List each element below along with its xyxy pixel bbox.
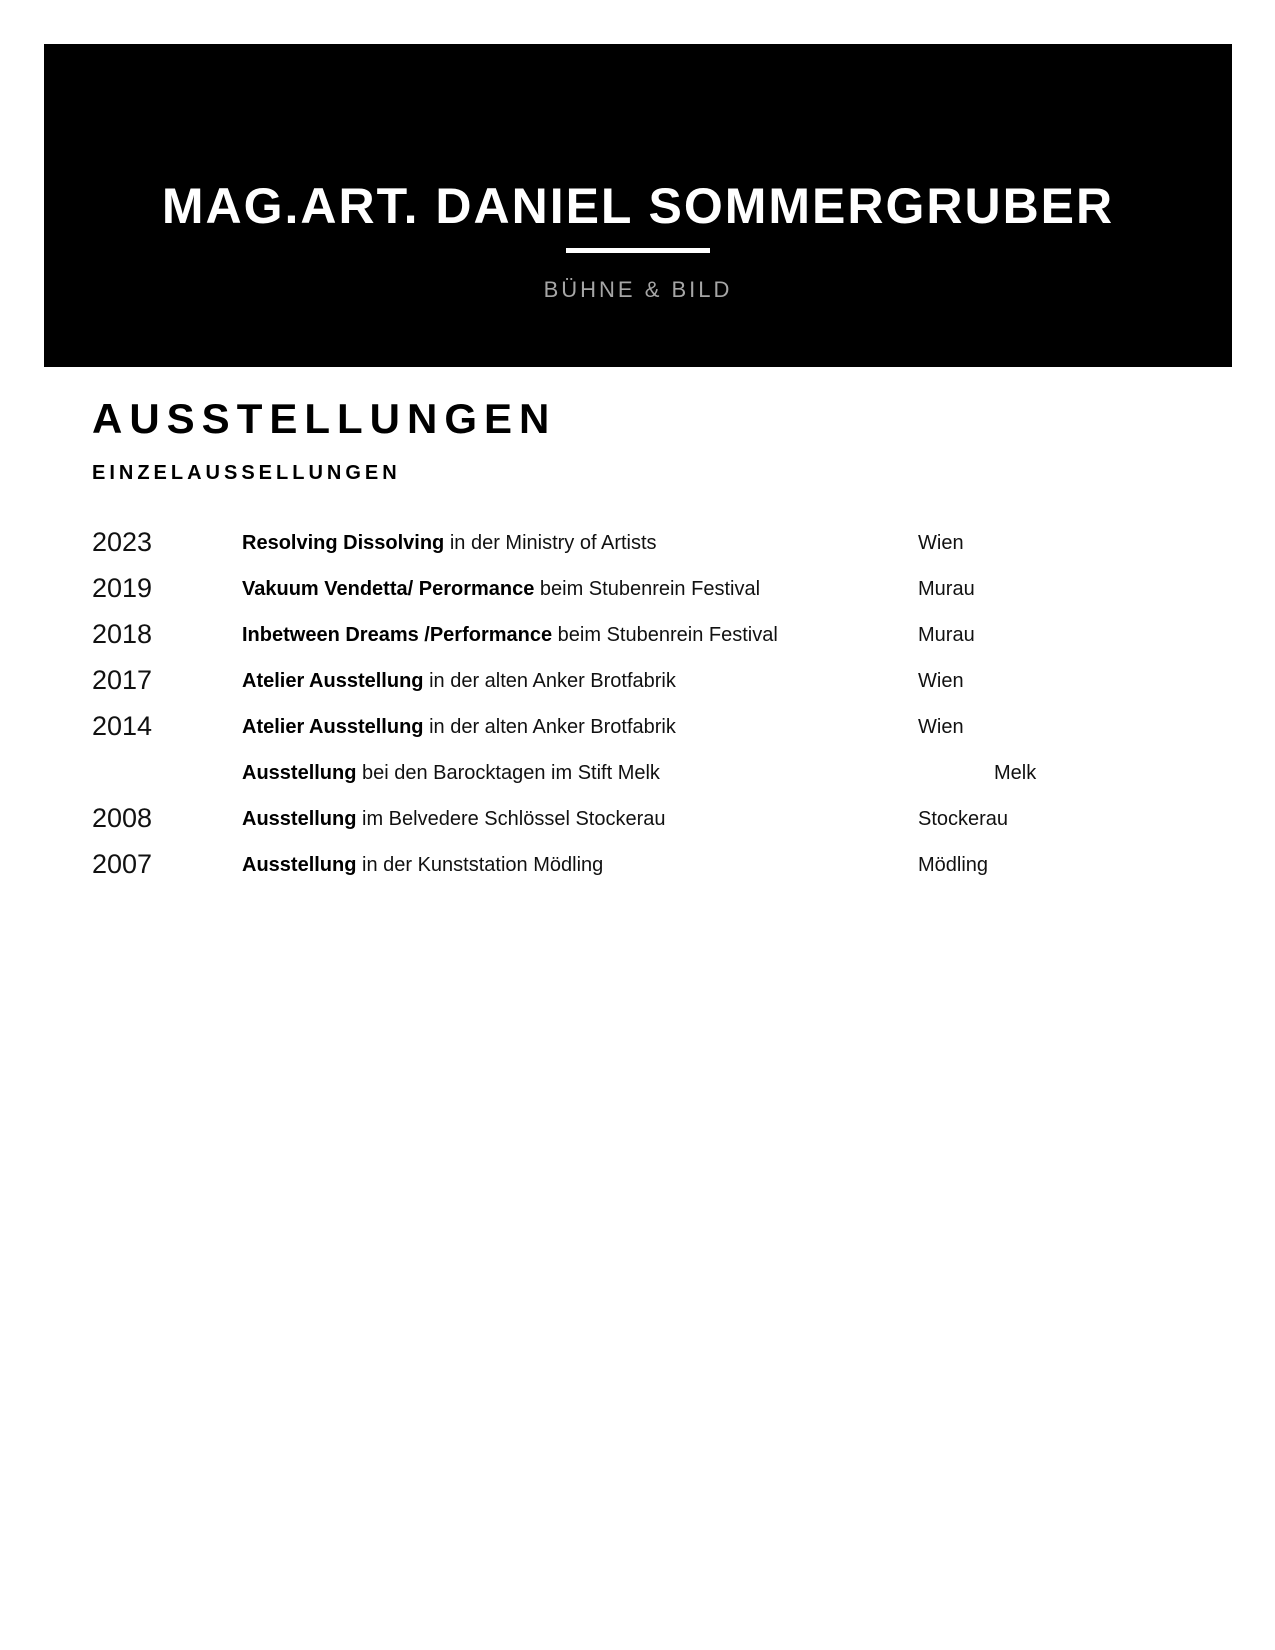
entry-detail: im Belvedere Schlössel Stockerau [356, 808, 666, 830]
entry-year: 2017 [92, 665, 153, 695]
entry-description [242, 715, 676, 739]
entry-place: Stockerau [918, 808, 1009, 830]
exhibition-entry [0, 750, 1275, 796]
exhibition-entry [0, 658, 1275, 704]
entry-title: Vakuum Vendetta/ Perormance [242, 578, 535, 600]
exhibition-entry [0, 842, 1275, 888]
header-subtitle: BÜHNE & BILD [543, 277, 733, 302]
entry-place: Murau [918, 578, 975, 600]
entry-detail: beim Stubenrein Festival [534, 578, 761, 600]
entry-detail: in der Kunststation Mödling [356, 854, 604, 876]
entry-title: Inbetween Dreams /Performance [242, 624, 553, 646]
exhibition-entry [0, 612, 1275, 658]
entry-title: Atelier Ausstellung [242, 670, 424, 692]
section-title: AUSSTELLUNGEN [92, 395, 557, 442]
entry-detail: in der alten Anker Brotfabrik [423, 716, 676, 738]
entry-title: Ausstellung [242, 808, 357, 830]
entry-title: Ausstellung [242, 854, 357, 876]
entry-place: Murau [918, 624, 975, 646]
entry-year: 2023 [92, 527, 153, 557]
entry-description [242, 853, 603, 877]
entry-place: Wien [918, 716, 964, 738]
exhibition-entry [0, 796, 1275, 842]
entry-year: 2008 [92, 803, 153, 833]
entry-place: Mödling [918, 854, 989, 876]
exhibition-entry [0, 520, 1275, 566]
entry-description [242, 669, 676, 693]
entry-year: 2018 [92, 619, 153, 649]
section-subtitle: EINZELAUSSELLUNGEN [92, 462, 401, 484]
entry-title: Ausstellung [242, 762, 357, 784]
header-divider [566, 248, 710, 253]
entry-title: Resolving Dissolving [242, 532, 445, 554]
entry-description [242, 577, 760, 601]
entry-place: Melk [994, 762, 1037, 784]
entry-detail: in der alten Anker Brotfabrik [423, 670, 676, 692]
entry-description [242, 807, 666, 831]
entry-year: 2019 [92, 573, 153, 603]
entry-detail: beim Stubenrein Festival [552, 624, 778, 646]
exhibition-entry [0, 566, 1275, 612]
exhibition-list [0, 520, 1275, 888]
entry-place: Wien [918, 532, 964, 554]
entry-title: Atelier Ausstellung [242, 716, 424, 738]
entry-place: Wien [918, 670, 964, 692]
entry-description [242, 761, 660, 785]
page-title: MAG.ART. DANIEL SOMMERGRUBER [161, 178, 1115, 234]
entry-description [242, 531, 657, 555]
header-banner [44, 44, 1232, 367]
entry-year: 2007 [92, 849, 153, 879]
entry-detail: in der Ministry of Artists [444, 532, 657, 554]
entry-detail: bei den Barocktagen im Stift Melk [356, 762, 660, 784]
entry-description [242, 623, 778, 647]
entry-year: 2014 [92, 711, 153, 741]
exhibition-entry [0, 704, 1275, 750]
